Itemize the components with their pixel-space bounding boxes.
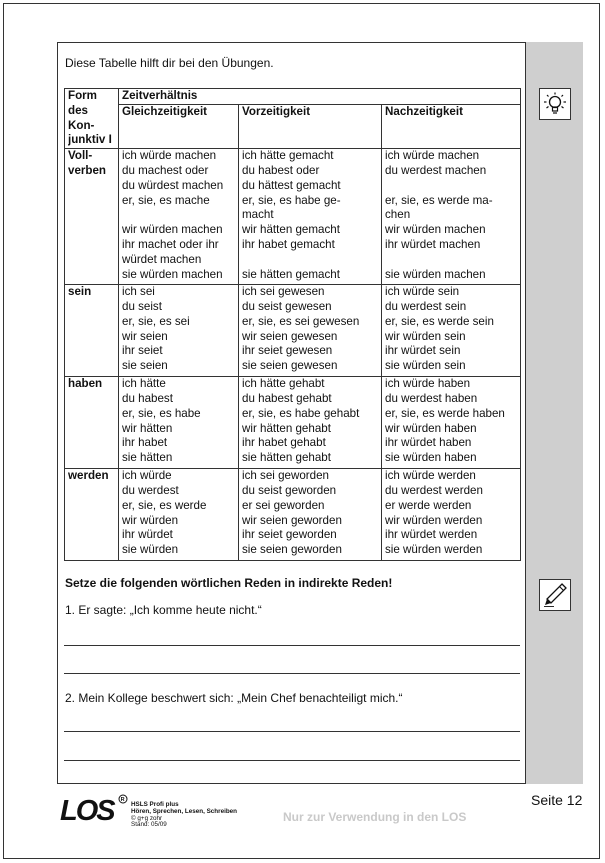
- table-cell: ich würde werden du werdest werden er werde werden wir würden werden ihr würdet werden sie würden werden: [382, 469, 521, 561]
- table-cell: ich hätte gehabt du habest gehabt er, sie, es habe gehabt wir hätten gehabt ihr habet gehabt sie hätten gehabt: [239, 377, 382, 469]
- table-row: [65, 377, 521, 469]
- row-label: werden: [65, 469, 119, 561]
- column-header: Nachzeitigkeit: [382, 105, 521, 149]
- corner-header: Form des Kon- junktiv I: [65, 89, 119, 149]
- svg-text:R: R: [120, 797, 125, 804]
- row-label: sein: [65, 285, 119, 377]
- pencil-icon: [542, 582, 568, 608]
- intro-text: Diese Tabelle hilft dir bei den Übungen.: [65, 56, 274, 70]
- row-label: haben: [65, 377, 119, 469]
- hint-box: [539, 88, 571, 120]
- column-header: Gleichzeitigkeit: [119, 105, 239, 149]
- table-cell: ich würde haben du werdest haben er, sie, es werde haben wir würden haben ihr würdet haben sie würden haben: [382, 377, 521, 469]
- page-number: Seite 12: [531, 792, 583, 808]
- table-row: [65, 285, 521, 377]
- konjunktiv-table: [64, 88, 521, 561]
- lightbulb-icon: [542, 91, 568, 117]
- table-cell: ich sei geworden du seist geworden er sei geworden wir seien geworden ihr seiet geworden sie seien geworden: [239, 469, 382, 561]
- exercise-item-1: 1. Er sagte: „Ich komme heute nicht.“: [65, 603, 262, 617]
- exercise-item-2: 2. Mein Kollege beschwert sich: „Mein Chef benachteiligt mich.“: [65, 691, 403, 705]
- answer-line[interactable]: [64, 673, 520, 674]
- table-row: [65, 149, 521, 285]
- answer-line[interactable]: [64, 760, 520, 761]
- row-label: Voll- verben: [65, 149, 119, 285]
- table-cell: ich würde machen du machest oder du würdest machen er, sie, es mache wir würden machen ihr machet oder ihr würdet machen sie würden machen: [119, 149, 239, 285]
- footer-info: HSLS Profi plus Hören, Sprechen, Lesen, Schreiben © g+g zohr Stand: 05/09: [131, 801, 238, 829]
- svg-text:LOS: LOS: [60, 795, 114, 824]
- exercise-box: [539, 579, 571, 611]
- table-cell: ich würde du werdest er, sie, es werde wir würden ihr würdet sie würden: [119, 469, 239, 561]
- group-header: Zeitverhältnis: [119, 89, 521, 105]
- table-cell: ich hätte du habest er, sie, es habe wir hätten ihr habet sie hätten: [119, 377, 239, 469]
- table-row: [65, 469, 521, 561]
- table-cell: ich sei gewesen du seist gewesen er, sie, es sei gewesen wir seien gewesen ihr seiet gewesen sie seien gewesen: [239, 285, 382, 377]
- exercise-title: Setze die folgenden wörtlichen Reden in indirekte Reden!: [65, 576, 393, 590]
- los-logo: [60, 794, 130, 824]
- table-cell: ich sei du seist er, sie, es sei wir seien ihr seiet sie seien: [119, 285, 239, 377]
- column-header: Vorzeitigkeit: [239, 105, 382, 149]
- table-cell: ich hätte gemacht du habest oder du hättest gemacht er, sie, es habe ge- macht wir hätten gemacht ihr habet gemacht sie hätten gemacht: [239, 149, 382, 285]
- sidebar-strip: [526, 42, 583, 784]
- answer-line[interactable]: [64, 645, 520, 646]
- answer-line[interactable]: [64, 731, 520, 732]
- usage-watermark: Nur zur Verwendung in den LOS: [283, 810, 467, 824]
- table-cell: ich würde machen du werdest machen er, sie, es werde ma- chen wir würden machen ihr würdet machen sie würden machen: [382, 149, 521, 285]
- table-cell: ich würde sein du werdest sein er, sie, es werde sein wir würden sein ihr würdet sein sie würden sein: [382, 285, 521, 377]
